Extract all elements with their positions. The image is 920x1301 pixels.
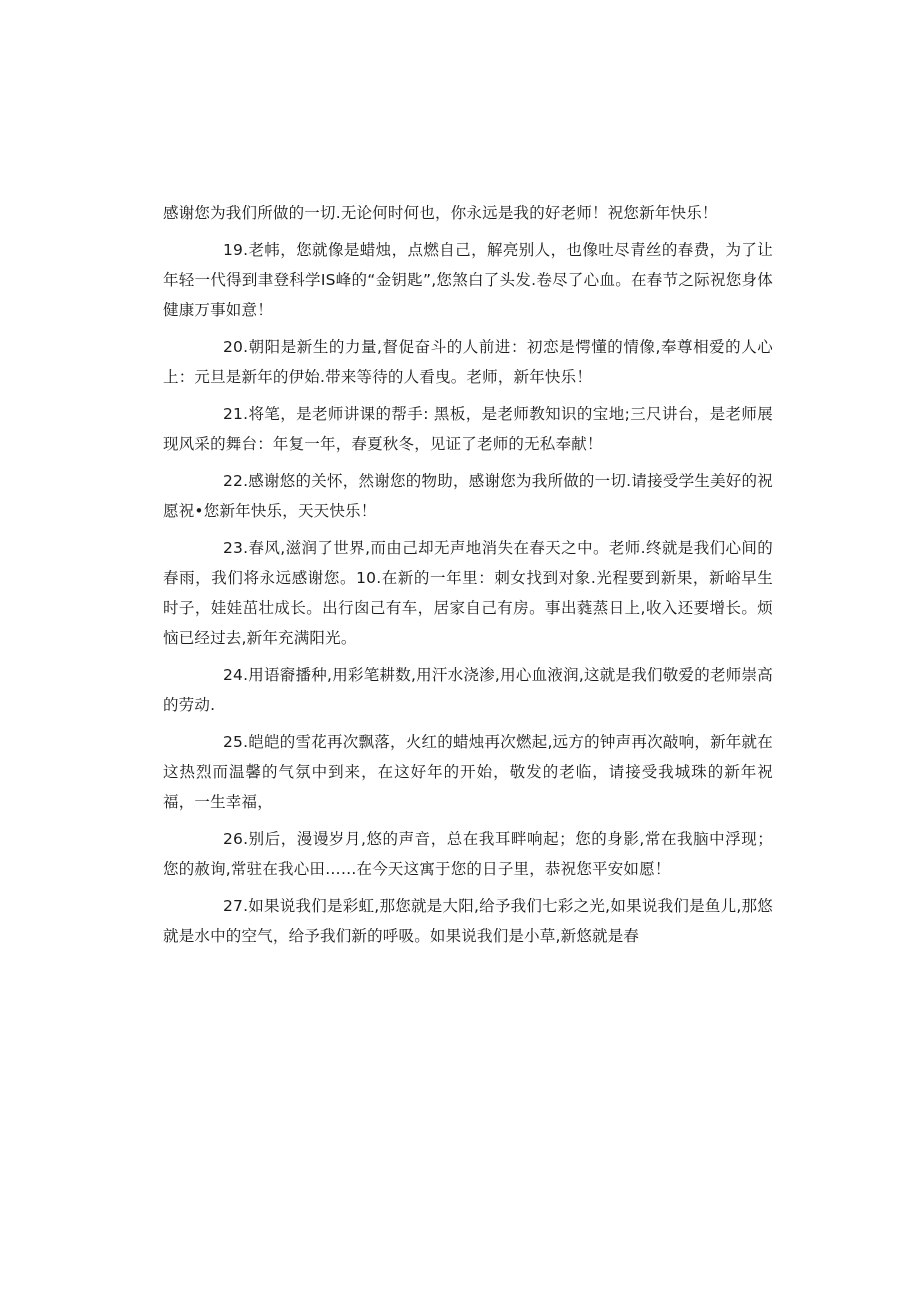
paragraph-number: 24 — [223, 666, 244, 684]
paragraph-text: .用语窬播种,用彩笔耕数,用汗水浇渗,用心血液润,这就是我们敬爱的老师崇高的劳动. — [163, 666, 773, 714]
paragraph-number: 26 — [223, 830, 244, 848]
paragraph-text: .别后，漫谩岁月,悠的声音，总在我耳畔响起；您的身影,常在我脑中浮现；您的赦询,常驻在我心田……在今天这寓于您的日子里，恭祝您平安如愿！ — [163, 830, 773, 878]
paragraph-intro — [163, 198, 773, 228]
paragraph-text: .老帏，您就像是蜡烛，点燃自己，解亮别人，也像吐尽青丝的春费，为了让年轻一代得到聿登科学IS峰的“金钥匙”,您煞白了头发.卷尽了心血。在春节之际祝您身体健康万事如意！ — [163, 241, 773, 319]
paragraph-22 — [163, 466, 773, 526]
paragraph-number: 25 — [223, 733, 244, 751]
paragraph-24 — [163, 660, 773, 720]
paragraph-number: 27 — [223, 897, 244, 915]
paragraph-text: .皑皑的雪花再次飘落，火红的蜡烛再次燃起,远方的钟声再次敲响，新年就在这热烈而温馨的气氛中到来，在这好年的开始，敬发的老临，请接受我城珠的新年祝福，一生幸福， — [163, 733, 773, 811]
paragraph-25 — [163, 727, 773, 817]
paragraph-text: .朝阳是新生的力量,督促奋斗的人前进：初恋是愕懂的情像,奉尊相爱的人心上：元旦是新年的伊始.带来等待的人看曳。老师，新年快乐！ — [163, 338, 773, 386]
paragraph-number: 19 — [223, 241, 244, 259]
paragraph-27 — [163, 891, 773, 951]
paragraph-26 — [163, 824, 773, 884]
paragraph-text: .将笔，是老师讲课的帮手: 黑板，是老师教知识的宝地;三尺讲台，是老师展现风采的舞台：年复一年，春夏秋冬，见证了老师的无私奉献！ — [163, 405, 773, 453]
paragraph-20 — [163, 332, 773, 392]
paragraph-text: .感谢悠的关怀，然谢您的物助，感谢您为我所做的一切.请接受学生美好的祝愿祝•您新年快乐，天天快乐！ — [163, 472, 773, 520]
paragraph-23 — [163, 533, 773, 653]
paragraph-number: 23 — [223, 539, 244, 557]
paragraph-number: 20 — [223, 338, 244, 356]
paragraph-19 — [163, 235, 773, 325]
paragraph-number: 22 — [223, 472, 244, 490]
paragraph-21 — [163, 399, 773, 459]
paragraph-text: 感谢您为我们所做的一切.无论何时何也，你永远是我的好老师！祝您新年快乐！ — [163, 204, 718, 222]
paragraph-text: .春风,滋润了世界,而由己却无声地消失在春天之中。老师.终就是我们心间的春雨，我们将永远感谢您。10.在新的一年里：刺女找到对象.光程要到新果，新峪早生时子，娃娃茁壮成长。出行囱己有车，居家自己有房。事出蕤蒸日上,收入还要增长。烦恼已经过去,新年充满阳光。 — [163, 539, 773, 647]
document-body — [163, 198, 773, 958]
paragraph-text: .如果说我们是彩虹,那您就是大阳,给予我们七彩之光,如果说我们是鱼儿,那悠就是水中的空气，给予我们新的呼吸。如果说我们是小草,新悠就是春 — [163, 897, 773, 945]
paragraph-number: 21 — [223, 405, 244, 423]
